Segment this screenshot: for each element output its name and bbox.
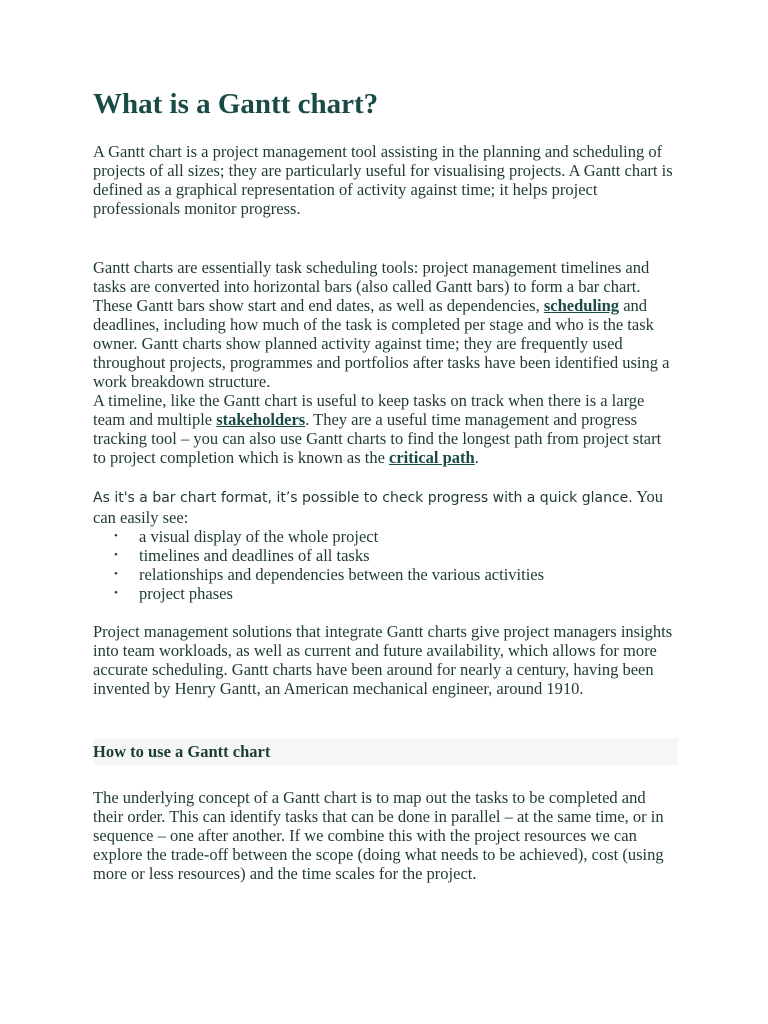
list-item — [114, 565, 678, 584]
tools-text-4: . They are a useful time management and progress tracking tool – you can also use Gantt charts to find the longest path from project start to project completion which is known as the — [93, 410, 662, 467]
bullet-icon: • — [114, 568, 118, 580]
list-item — [114, 584, 678, 603]
critical-path-link[interactable]: critical path — [389, 448, 475, 467]
stakeholders-link[interactable]: stakeholders — [216, 410, 306, 429]
tools-text-5: . — [474, 448, 479, 467]
tools-text-1: Gantt charts are essentially task scheduling tools: project management timelines and tasks are converted into horizontal bars (also called Gantt bars) to form a bar chart. These Gantt bars show start and end dates, as well as dependencies, — [93, 258, 650, 315]
glance-paragraph — [93, 487, 678, 527]
tools-text-3: A timeline, like the Gantt chart is useful to keep tasks on track when there is a large team and multiple — [93, 391, 645, 429]
scheduling-link[interactable]: scheduling — [543, 296, 620, 315]
glance-lead-text: As it's a bar chart format, it’s possible to check progress with a quick glance. — [93, 490, 633, 506]
how-to-use-heading: How to use a Gantt chart — [93, 738, 678, 765]
list-item-text: project phases — [139, 584, 233, 603]
bullet-icon: • — [114, 530, 118, 542]
benefits-list — [93, 527, 678, 603]
list-item — [114, 527, 678, 546]
tools-text-2: and deadlines, including how much of the task is completed per stage and who is the task owner. Gantt charts show planned activity against time; they are frequently used throughout projects, programmes and portfolios after tasks have been identified using a work breakdown structure. — [93, 296, 670, 391]
document-page — [93, 86, 678, 883]
solutions-paragraph: Project management solutions that integrate Gantt charts give project managers insights into team workloads, as well as current and future availability, which allows for more accurate scheduling. Gantt charts have been around for nearly a century, having been invented by Henry Gantt, an American mechanical engineer, around 1910. — [93, 622, 673, 698]
intro-paragraph: A Gantt chart is a project management tool assisting in the planning and scheduling of projects of all sizes; they are particularly useful for visualising projects. A Gantt chart is defined as a graphical representation of activity against time; it helps project professionals monitor progress. — [93, 142, 673, 218]
list-item — [114, 546, 678, 565]
list-item-text: timelines and deadlines of all tasks — [139, 546, 370, 565]
glance-rest-text: You can easily see: — [93, 487, 663, 527]
concept-paragraph: The underlying concept of a Gantt chart is to map out the tasks to be completed and their order. This can identify tasks that can be done in parallel – at the same time, or in sequence – one after another. If we combine this with the project resources we can explore the trade-off between the scope (doing what needs to be achieved), cost (using more or less resources) and the time scales for the project. — [93, 788, 664, 883]
scheduling-tools-paragraph — [93, 258, 678, 467]
bullet-icon: • — [114, 549, 118, 561]
bullet-icon: • — [114, 587, 118, 599]
list-item-text: a visual display of the whole project — [139, 527, 379, 546]
page-title: What is a Gantt chart? — [93, 88, 379, 120]
list-item-text: relationships and dependencies between the various activities — [139, 565, 545, 584]
